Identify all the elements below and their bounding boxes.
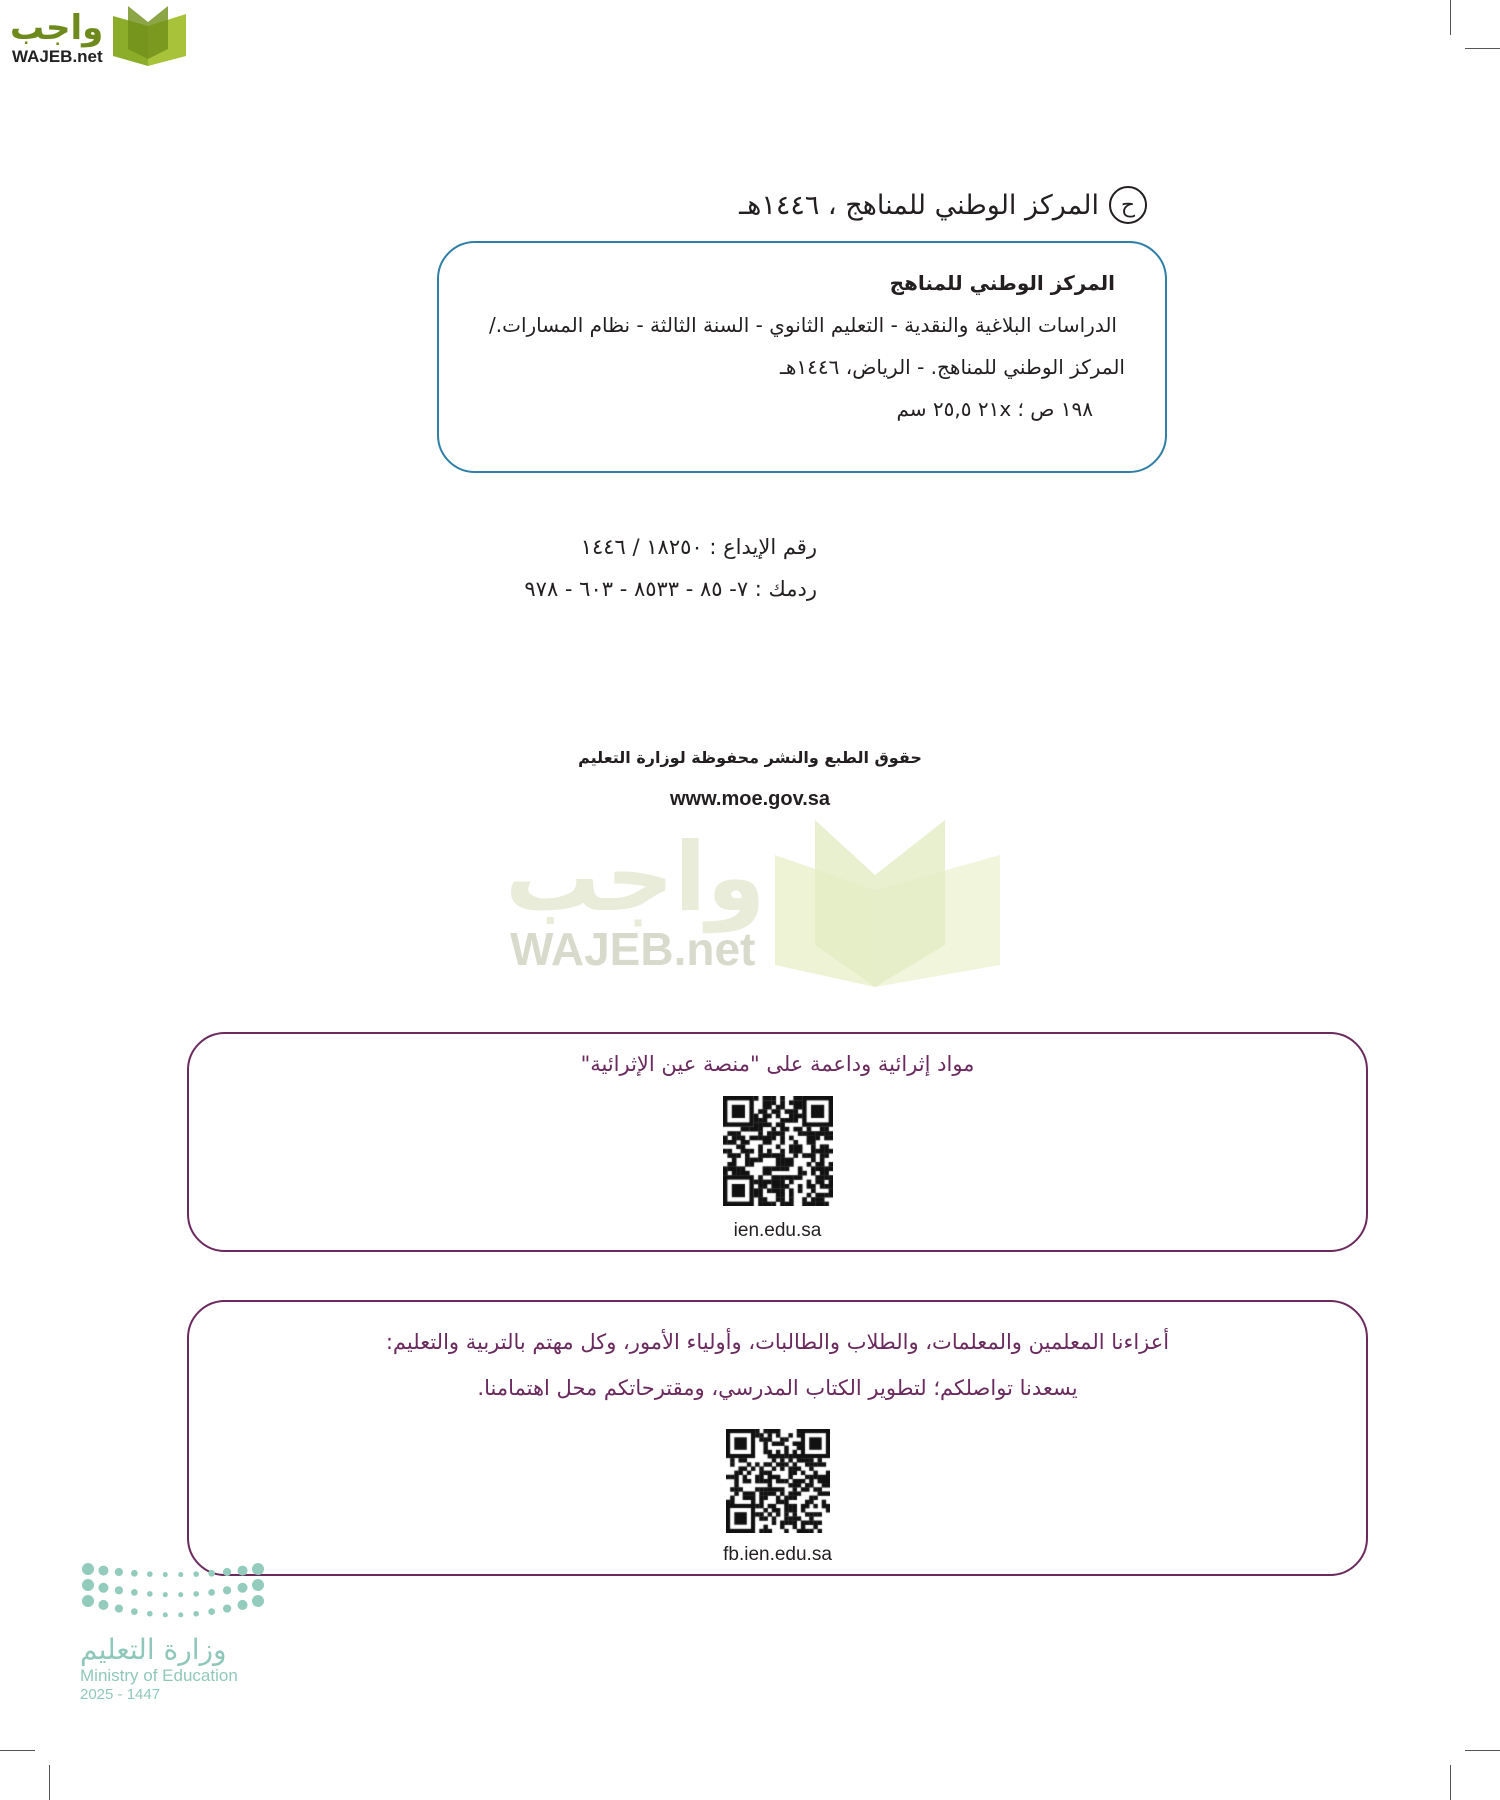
svg-text:WAJEB.net: WAJEB.net: [510, 923, 756, 975]
catalog-author: المركز الوطني للمناهج: [889, 271, 1115, 295]
wajeb-watermark: [505, 815, 1000, 990]
feedback-box: [187, 1300, 1368, 1576]
feedback-line-2: يسعدنا تواصلكم؛ لتطوير الكتاب المدرسي، ومقترحاتكم محل اهتمامنا.: [477, 1376, 1078, 1400]
ministry-name-arabic: وزارة التعليم: [80, 1633, 227, 1666]
ien-link[interactable]: ien.edu.sa: [733, 1220, 822, 1241]
catalog-publisher: المركز الوطني للمناهج. - الرياض، ١٤٤٦هـ: [780, 355, 1125, 379]
crop-mark: [1450, 1765, 1451, 1800]
svg-text:واجب: واجب: [505, 823, 766, 933]
ien-qr-code[interactable]: [723, 1096, 833, 1206]
crop-mark: [0, 1750, 35, 1751]
ien-title: مواد إثرائية وداعمة على "منصة عين الإثرائية": [580, 1052, 975, 1076]
isbn: ردمك : ٧- ٨٥ - ٨٥٣٣ - ٦٠٣ - ٩٧٨: [524, 577, 817, 601]
svg-text:واجب: واجب: [10, 8, 104, 48]
copyright-line: [739, 186, 1147, 224]
ministry-logo: [80, 1561, 270, 1703]
rights-notice: حقوق الطبع والنشر محفوظة لوزارة التعليم: [578, 748, 922, 767]
crop-mark: [1450, 0, 1451, 35]
wajeb-logo: [8, 4, 193, 70]
feedback-link[interactable]: fb.ien.edu.sa: [723, 1544, 832, 1565]
crop-mark: [49, 1765, 50, 1800]
feedback-qr-code[interactable]: [726, 1429, 830, 1533]
catalog-card: [437, 241, 1167, 473]
crop-mark: [1465, 48, 1500, 49]
copyright-text: المركز الوطني للمناهج ، ١٤٤٦هـ: [739, 189, 1099, 221]
ministry-year: 2025 - 1447: [80, 1686, 161, 1703]
deposit-number: رقم الإيداع : ١٨٢٥٠ / ١٤٤٦: [580, 535, 817, 559]
feedback-line-1: أعزاءنا المعلمين والمعلمات، والطلاب والطالبات، وأولياء الأمور، وكل مهتم بالتربية والتعليم:: [385, 1330, 1170, 1354]
copyright-symbol: ح: [1109, 186, 1147, 224]
ministry-name-english: Ministry of Education: [80, 1666, 238, 1685]
ien-platform-box: [187, 1032, 1368, 1252]
website-link[interactable]: www.moe.gov.sa: [669, 788, 831, 810]
ministry-dots-emblem: [80, 1561, 266, 1623]
catalog-title: الدراسات البلاغية والنقدية - التعليم الثانوي - السنة الثالثة - نظام المسارات./: [489, 313, 1117, 337]
svg-text:WAJEB.net: WAJEB.net: [12, 47, 103, 66]
catalog-pages: ١٩٨ ص ؛ ٢١x ٢٥,٥ سم: [896, 397, 1093, 421]
crop-mark: [1465, 1750, 1500, 1751]
